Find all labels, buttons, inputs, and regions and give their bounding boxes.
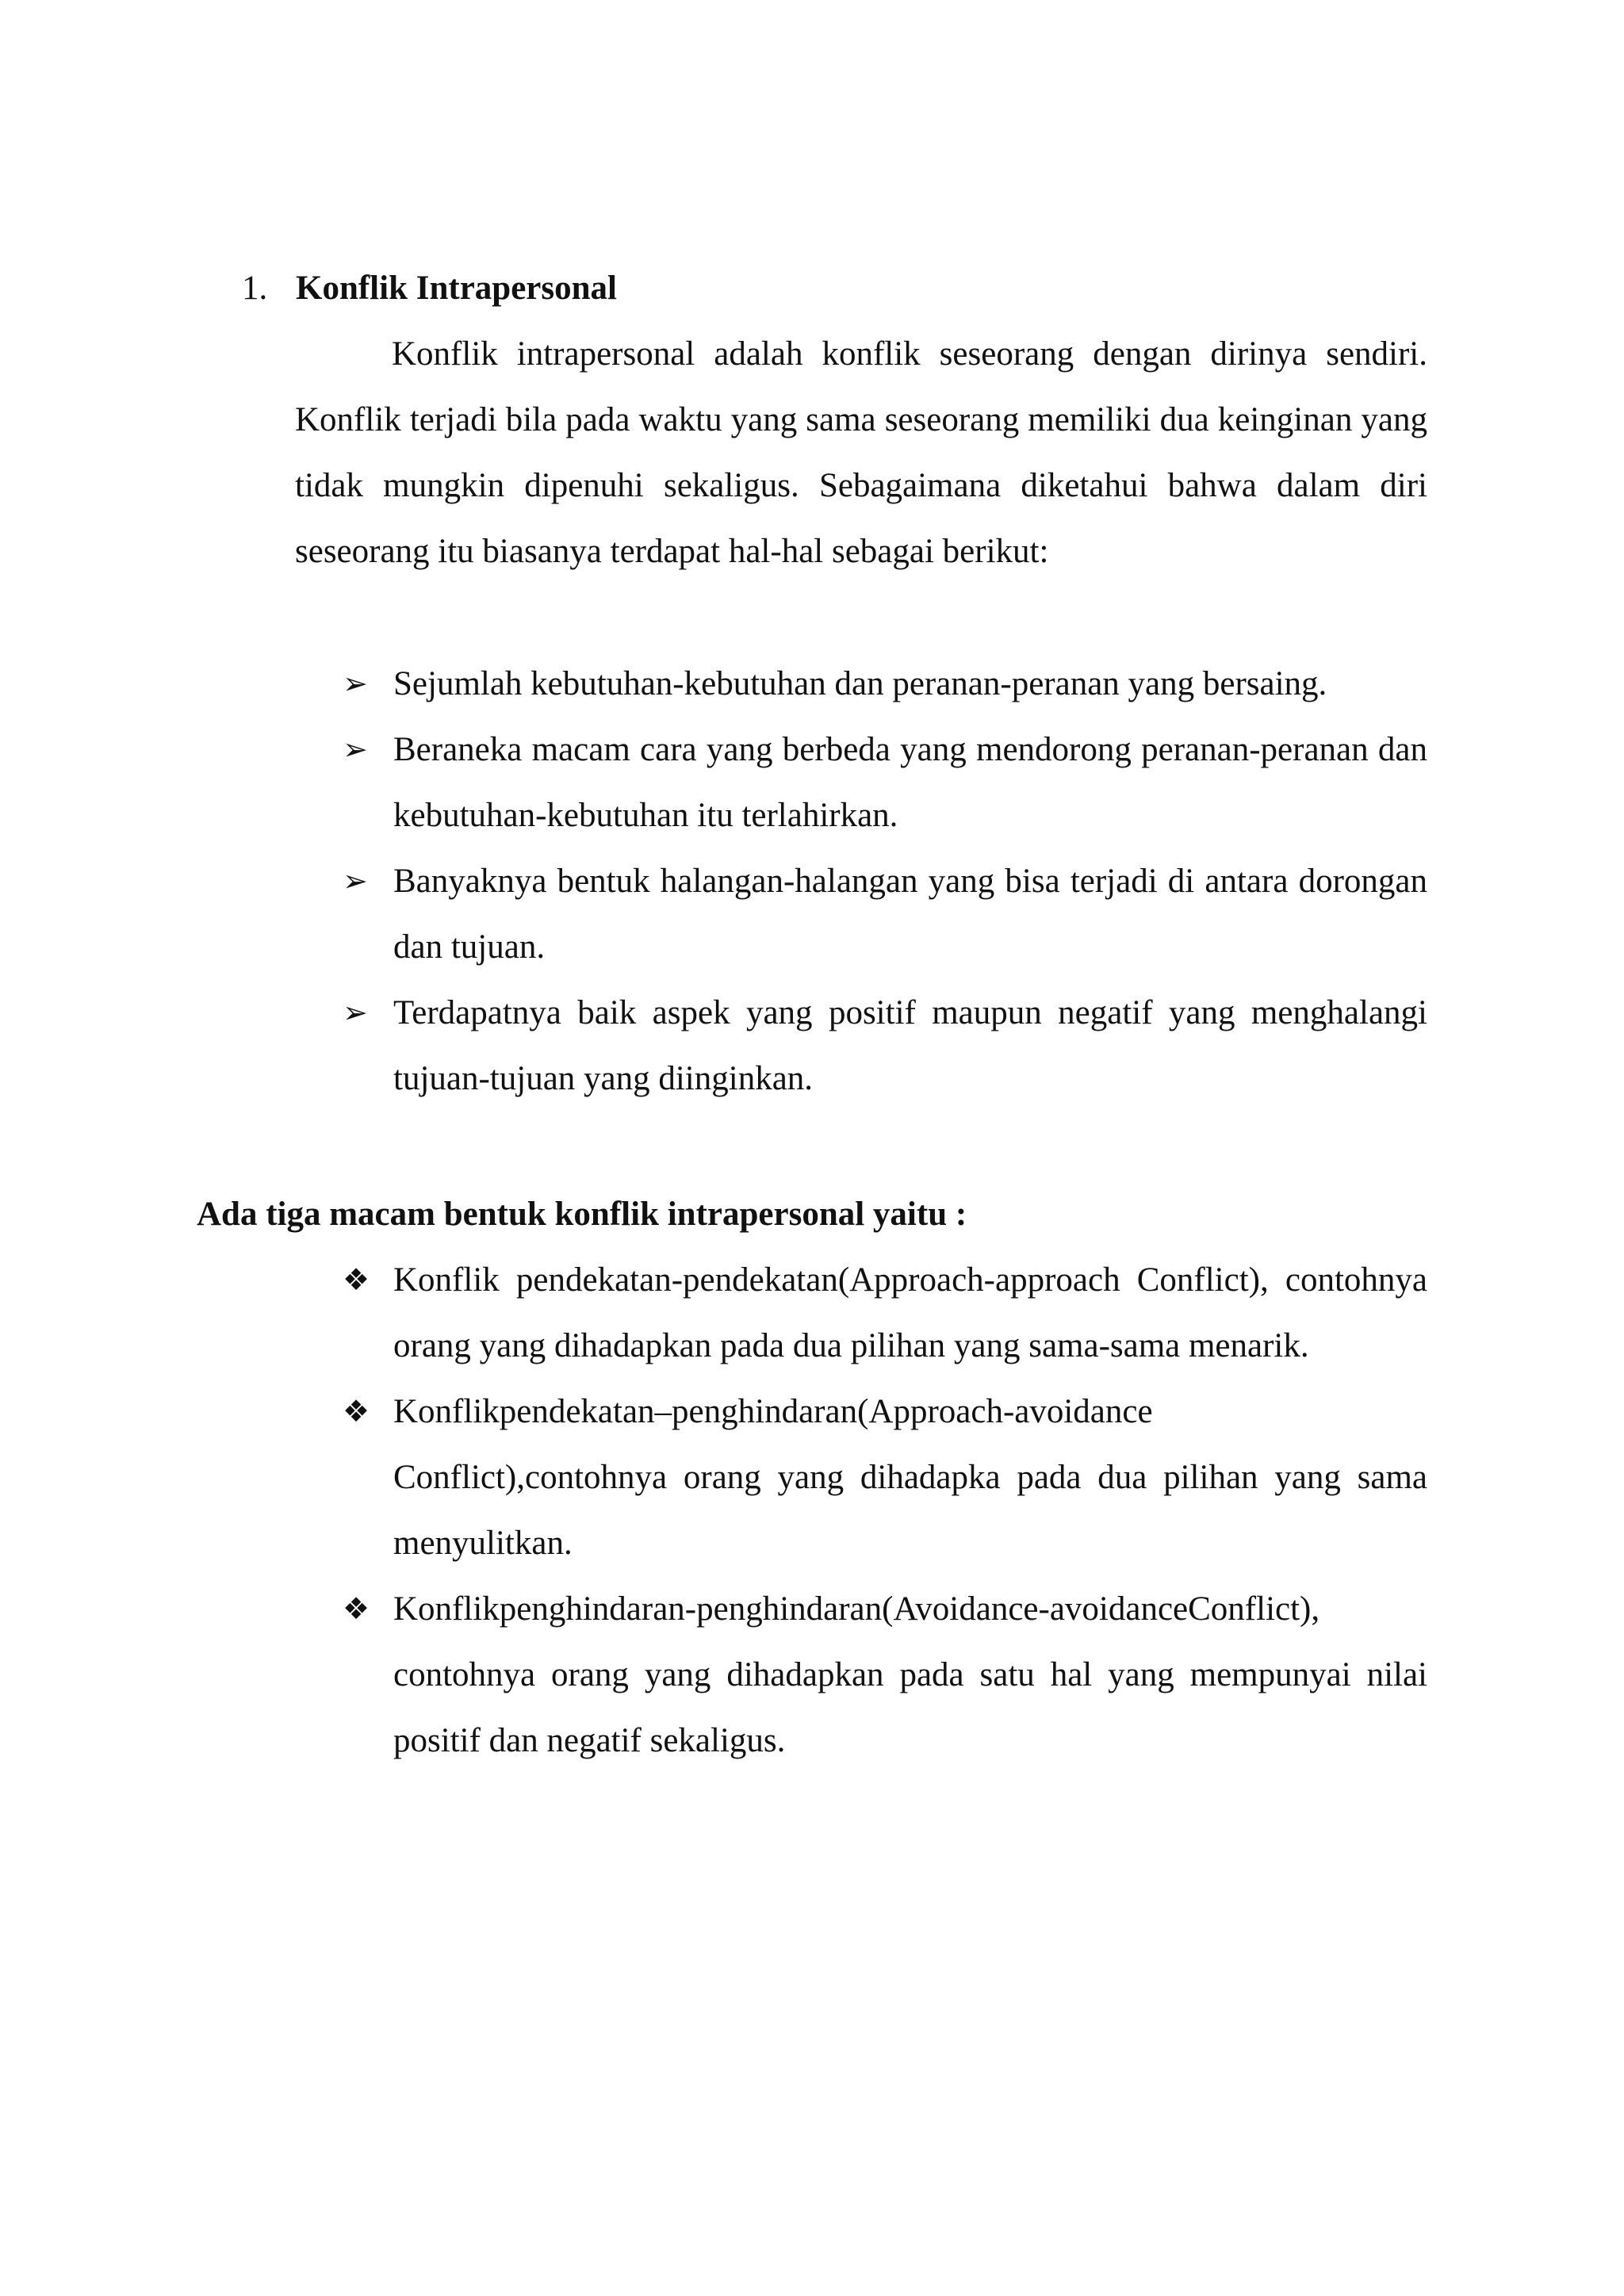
section-number: 1.: [242, 270, 268, 307]
section-title: Konflik Intrapersonal: [296, 270, 617, 307]
list-item: [343, 980, 1427, 1112]
list-item-text: Terdapatnya baik aspek yang positif maupun negatif yang menghalangi tujuan-tujuan yang diinginkan.: [393, 994, 1427, 1097]
list-item-text: Konflikpendekatan–penghindaran(Approach-avoidance Conflict),contohnya orang yang dihadapka pada dua pilihan yang sama menyulitkan.: [393, 1393, 1427, 1562]
list-item: [343, 1379, 1427, 1576]
list-item-text: Beraneka macam cara yang berbeda yang mendorong peranan-peranan dan kebutuhan-kebutuhan itu terlahirkan.: [393, 731, 1427, 834]
list-item: [343, 1576, 1427, 1774]
arrow-bullet-icon: ➢: [343, 666, 368, 701]
section-heading: [242, 255, 1431, 321]
intro-text: Konflik intrapersonal adalah konflik seseorang dengan dirinya sendiri. Konflik terjadi bila pada waktu yang sama seseorang memiliki dua keinginan yang tidak mungkin dipenuhi sekaligus. Sebagaimana diketahui bahwa dalam diri seseorang itu biasanya terdapat hal-hal sebagai berikut:: [295, 335, 1427, 570]
list-item-text: Sejumlah kebutuhan-kebutuhan dan peranan-peranan yang bersaing.: [393, 665, 1327, 702]
list-item: [343, 1247, 1427, 1379]
diamond-bullet-icon: ❖: [343, 1591, 370, 1626]
diamond-bullet-icon: ❖: [343, 1394, 370, 1429]
list-item: [343, 848, 1427, 980]
arrow-list: [343, 651, 1427, 1112]
diamond-list: [343, 1247, 1427, 1774]
arrow-bullet-icon: ➢: [343, 995, 368, 1030]
arrow-bullet-icon: ➢: [343, 732, 368, 767]
list-item: [343, 717, 1427, 848]
diamond-bullet-icon: ❖: [343, 1262, 370, 1297]
intro-paragraph: [295, 321, 1427, 584]
list-item-text: Konflikpenghindaran-penghindaran(Avoidance-avoidanceConflict), contohnya orang yang dihadapkan pada satu hal yang mempunyai nilai positif dan negatif sekaligus.: [393, 1590, 1427, 1759]
list-item: [343, 651, 1427, 717]
list-item-text: Banyaknya bentuk halangan-halangan yang bisa terjadi di antara dorongan dan tujuan.: [393, 863, 1427, 966]
subheading: Ada tiga macam bentuk konflik intrapersonal yaitu :: [197, 1196, 967, 1233]
list-item-text: Konflik pendekatan-pendekatan(Approach-approach Conflict), contohnya orang yang dihadapkan pada dua pilihan yang sama-sama menarik.: [393, 1261, 1427, 1364]
arrow-bullet-icon: ➢: [343, 863, 368, 898]
